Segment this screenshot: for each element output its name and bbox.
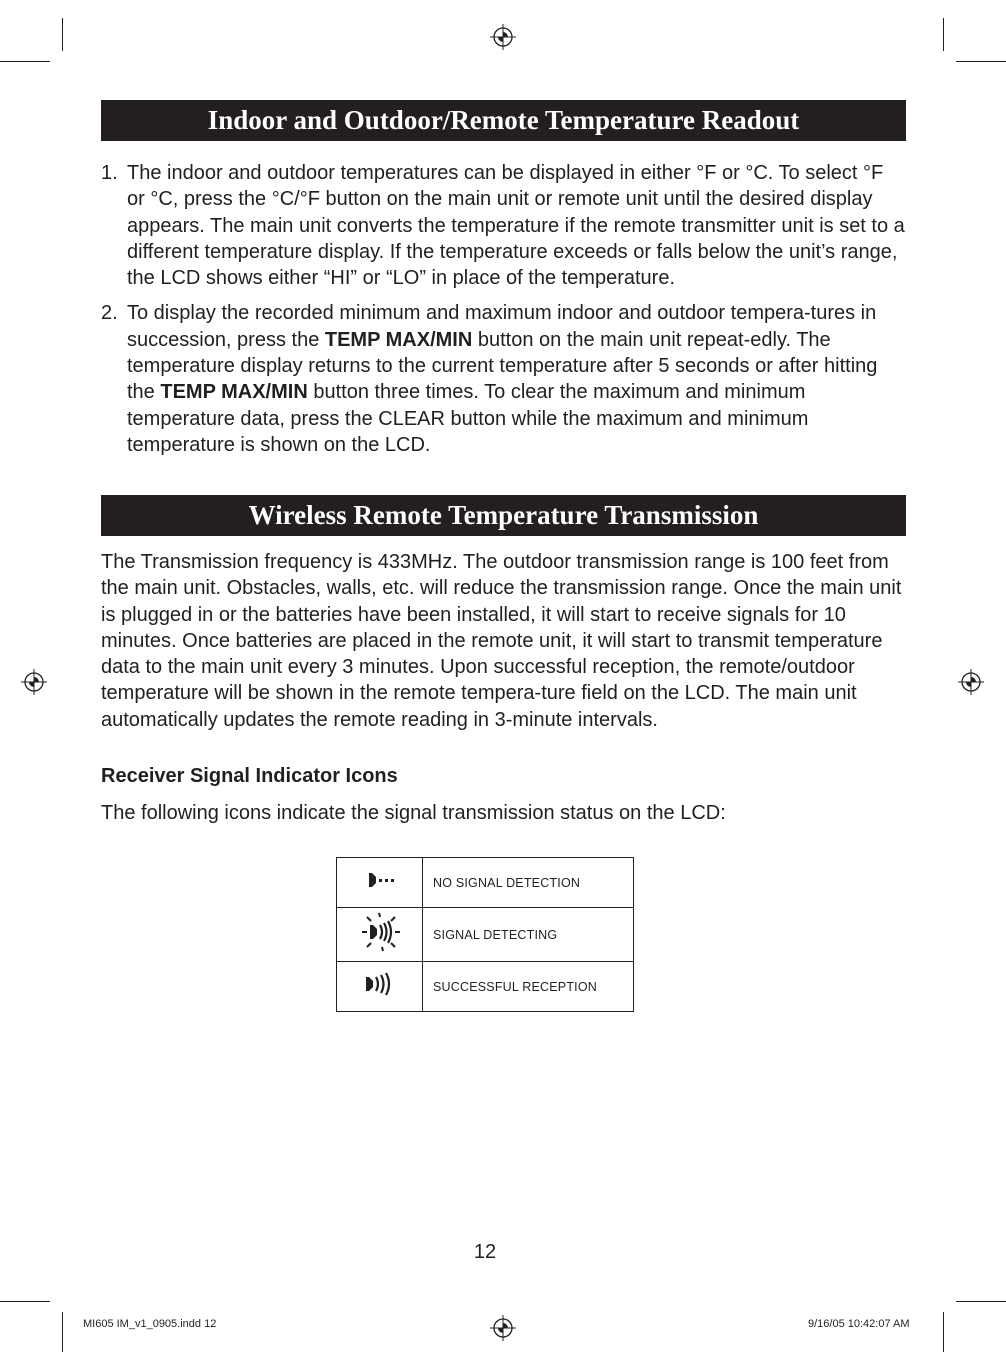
crop-mark bbox=[62, 1312, 63, 1352]
wireless-paragraph: The Transmission frequency is 433MHz. The outdoor transmission range is 100 feet from the main unit. Obstacles, walls, etc. will reduce the transmission range. Once the main unit is plugged in or the batteries have been installed, it will start to receive signals for 10 minutes. Once batteries are placed in the remote unit, it will start to transmit temperature data to the main unit every 3 minutes. Upon successful reception, the remote/outdoor temperature will be shown in the remote tempera-ture field on the LCD. The main unit automatically updates the remote reading in 3-minute intervals. bbox=[101, 551, 902, 731]
list-text bbox=[127, 300, 906, 458]
list-item bbox=[101, 300, 906, 458]
signal-icon-table bbox=[336, 857, 634, 1012]
icon-cell bbox=[337, 908, 423, 962]
crop-mark bbox=[0, 1301, 50, 1302]
page-number: 12 bbox=[473, 1241, 497, 1263]
crop-mark bbox=[0, 61, 50, 62]
crop-mark bbox=[943, 1312, 944, 1352]
section-header-wireless-transmission bbox=[101, 495, 906, 536]
signal-received-icon bbox=[360, 971, 400, 997]
section-header-temperature-readout bbox=[101, 100, 906, 141]
table-row bbox=[337, 962, 634, 1012]
section-title: Indoor and Outdoor/Remote Temperature Readout bbox=[207, 105, 800, 135]
crop-mark bbox=[956, 61, 1006, 62]
registration-mark-icon bbox=[490, 24, 516, 50]
registration-mark-icon bbox=[21, 669, 47, 695]
crop-mark bbox=[943, 18, 944, 51]
list-number: 2. bbox=[101, 302, 118, 325]
print-timestamp: 9/16/05 10:42:07 AM bbox=[808, 1318, 910, 1330]
signal-status-label: NO SIGNAL DETECTION bbox=[423, 858, 634, 908]
table-row bbox=[337, 858, 634, 908]
icon-cell bbox=[337, 858, 423, 908]
signal-status-label: SIGNAL DETECTING bbox=[423, 908, 634, 962]
registration-mark-icon bbox=[490, 1315, 516, 1341]
crop-mark bbox=[62, 18, 63, 51]
crop-mark bbox=[956, 1301, 1006, 1302]
list-text: The indoor and outdoor temperatures can be displayed in either °F or °C. To select °F or °C, press the °C/°F button on the main unit or remote unit until the desired display appears. The main unit converts the temperature if the remote transmitter unit is set to a different temperature display. If the temperature exceeds or falls below the unit’s range, the LCD shows either “HI” or “LO” in place of the temperature. bbox=[127, 162, 905, 290]
text-run: button on the main unit repeat-edly. The temperature display returns to the current temperature after 5 seconds or after hitting the bbox=[127, 328, 878, 404]
list-number: 1. bbox=[101, 162, 118, 184]
table-row bbox=[337, 908, 634, 962]
list-item bbox=[101, 160, 906, 291]
registration-mark-icon bbox=[958, 669, 984, 695]
no-signal-icon bbox=[360, 868, 400, 892]
file-slug: MI605 IM_v1_0905.indd 12 bbox=[83, 1318, 217, 1330]
signal-status-label: SUCCESSFUL RECEPTION bbox=[423, 962, 634, 1012]
text-run: To display the recorded minimum and maximum indoor and outdoor tempera-tures in succession, press the bbox=[127, 302, 877, 351]
intro-text: The following icons indicate the signal transmission status on the LCD: bbox=[101, 802, 726, 824]
instruction-list bbox=[101, 160, 906, 467]
button-name: TEMP MAX/MIN bbox=[324, 328, 473, 351]
subheading: Receiver Signal Indicator Icons bbox=[101, 765, 398, 787]
icon-cell bbox=[337, 962, 423, 1012]
button-name: TEMP MAX/MIN bbox=[160, 381, 308, 404]
signal-detecting-icon bbox=[350, 910, 410, 954]
section-title: Wireless Remote Temperature Transmission bbox=[248, 500, 759, 530]
text-run: button three times. To clear the maximum and minimum temperature data, press the CLEAR button while the maximum and minimum temperature is shown on the LCD. bbox=[127, 381, 809, 456]
